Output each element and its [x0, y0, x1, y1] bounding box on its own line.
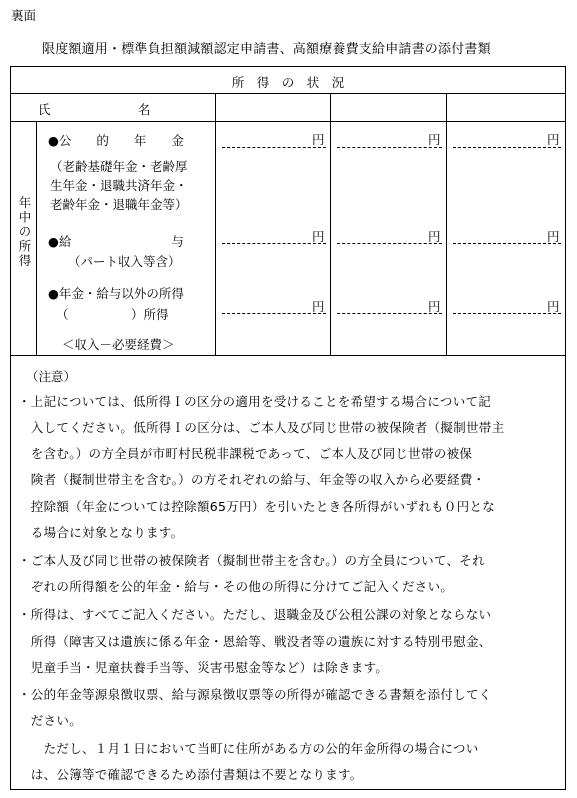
note-line: 児童手当・児童扶養手当等、災害弔慰金等など）は除きます。: [18, 660, 389, 675]
pension-amount-field-3[interactable]: [453, 147, 561, 148]
pension-note: （老齢基礎年金・老齢厚: [50, 159, 188, 174]
note-line: ・ご本人及び同じ世帯の被保険者（擬制世帯主を含む。）の方全員について、それ: [18, 553, 485, 568]
yen-unit: 円: [547, 229, 560, 244]
note-line: 所得（障害又は遺族に係る年金・恩給等、戦没者等の遺族に対する特別弔慰金、: [18, 634, 492, 649]
divider: [10, 355, 566, 356]
yen-unit: 円: [312, 132, 325, 147]
yen-unit: 円: [428, 229, 441, 244]
divider: [10, 121, 566, 122]
divider: [10, 93, 566, 94]
note-line: ・所得は、すべてご記入ください。ただし、退職金及び公租公課の対象とならない: [18, 607, 492, 622]
note-line: ・上記については、低所得Ｉの区分の適用を受けることを希望する場合について記: [18, 394, 492, 409]
note-line: 控除額（年金については控除額65万円）を引いたとき各所得がいずれも０円とな: [18, 499, 496, 514]
note-line: ぞれの所得額を公的年金・給与・その他の所得に分けてご記入ください。: [18, 579, 454, 594]
pension-note: 老齢年金・退職年金等）: [50, 197, 188, 212]
name-label: 氏 名: [38, 102, 151, 117]
other-income-note: （ ）所得: [56, 307, 169, 322]
note-line: ・公的年金等源泉徴収票、給与源泉徴収票等の所得が確認できる書類を添付してく: [18, 687, 492, 702]
salary-amount-field-3[interactable]: [453, 243, 561, 244]
column-divider: [446, 93, 447, 355]
pension-note: 生年金・退職共済年金・: [50, 178, 188, 193]
note-line: を含む。）の方全員が市町村民税非課税であって、ご本人及び同じ世帯の被保: [18, 446, 473, 461]
note-line: る場合に対象となります。: [18, 525, 184, 540]
table-heading: 所 得 の 状 況: [231, 75, 345, 90]
salary-label: ●給 与: [48, 234, 184, 249]
notes-title: （注意）: [26, 369, 77, 384]
note-line: 険者（擬制世帯主を含む。）の方それぞれの給与、年金等の収入から必要経費・: [18, 472, 486, 487]
yen-unit: 円: [428, 132, 441, 147]
other-income-label: ●年金・給与以外の所得: [48, 286, 184, 301]
page-side-label: 裏面: [11, 8, 37, 23]
salary-amount-field-1[interactable]: [222, 243, 326, 244]
annual-income-side-label: 年中の所得: [17, 196, 32, 269]
yen-unit: 円: [312, 299, 325, 314]
column-divider: [330, 93, 331, 355]
other-income-amount-field-2[interactable]: [337, 313, 442, 314]
column-divider: [215, 93, 216, 355]
pension-amount-field-1[interactable]: [222, 147, 326, 148]
note-line: 入してください。低所得Ｉの区分は、ご本人及び同じ世帯の被保険者（擬制世帯主: [18, 420, 505, 435]
other-income-amount-field-3[interactable]: [453, 313, 561, 314]
salary-amount-field-2[interactable]: [337, 243, 442, 244]
document-title: 限度額適用・標準負担額減額認定申請書、高額療養費支給申請書の添付書類: [42, 42, 491, 57]
pension-amount-field-2[interactable]: [337, 147, 442, 148]
yen-unit: 円: [547, 132, 560, 147]
pension-label: ●公 的 年 金: [48, 133, 184, 148]
column-divider: [36, 121, 37, 355]
other-income-formula: ＜収入－必要経費＞: [62, 337, 175, 352]
note-line: は、公簿等で確認できるため添付書類は不要となります。: [18, 767, 363, 782]
note-line: ださい。: [18, 713, 83, 728]
salary-note: （パート収入等含）: [68, 254, 181, 269]
note-line: ただし、１月１日において当町に住所がある方の公的年金所得の場合につい: [18, 741, 479, 756]
yen-unit: 円: [312, 229, 325, 244]
yen-unit: 円: [428, 299, 441, 314]
other-income-amount-field-1[interactable]: [222, 313, 326, 314]
yen-unit: 円: [547, 299, 560, 314]
